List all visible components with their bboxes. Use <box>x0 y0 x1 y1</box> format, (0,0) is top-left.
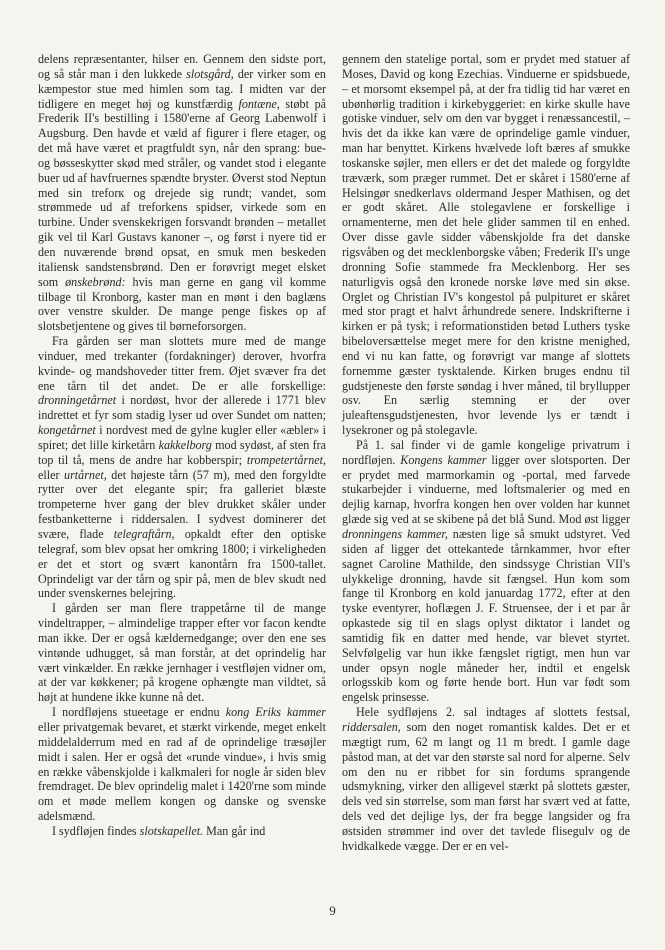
italic-term: kakkelborg <box>158 437 212 452</box>
text-run: støbt på Frederik II's bestilling i 1580'erne af Georg Labenwolf i Augsburg. Den havde et væld af figurer i flere etager, og det må have været et pragtfuldt syn, når den sprang: bue- og bøsseskytter skød med stråler, og vandet stod i elegante buer ud af havfruernes spændte bryster. Øverst stod Neptun med sin treforк og drejede sig rundt; vandet, som strømmede ud af treforkens spidser, virkede som en turbine. Under svenskekrigen forsvandt brønden – metallet gik vel til Karl Gustavs kanoner –, og først i nyere tid er den nuværende brønd opsat, en smuk men beskeden italiensk sandstensbrønd. Den er forøvrigt meget elsket som <box>38 96 327 289</box>
text-run: På 1. sal finder vi de gamle kongelige privatrum i nordfløjen. <box>342 437 630 467</box>
text-run: I nordfløjens stueetage er endnu <box>52 705 226 720</box>
text-run: næsten lige så smukt udstyret. Ved siden af ligger det ottekantede tårnkammer, hvor efter sagnet Caroline Mathilde, den sindssyge Christian VII's ulykkelige dronning, havde sit fængsel. Hun kom som fange til Kronborg en kold januardag 1772, efter at den tyske eventyrer, hoflægen J. F. Struensee, der i et par år opkastede sig til en slags oplyst diktator i landet og samtidig fik en datter med hende, var blevet styrtet. Selvfølgelig var hun ikke fængslet rigtigt, men hun var under opsyn nogle måneder her, indtil et engelsk orlogsskib kom og førte hende bort. Hun var født som engelsk prinsesse. <box>342 527 630 705</box>
text-run: gennem den statelige portal, som er prydet med statuer af Moses, David og kong Ezechias. Vinduerne er spidsbuede, – et morsomt eksempel på, at der fra tidlig tid har været en ubønhørlig tradition i kirkebyggeriet: en kirke skulle have gotiske vinduer, selv om den var bygget i renæssancestil, – hvis det da ikke kan være de oprindelige gamle vinduer, man har benyttet. Kirkens hvælvede loft bæres af smukke toskanske søjler, men ellers er det det malede og forgyldte træværk, som præger rummet. Det er skåret i 1580'erne af Helsingør snedkerlavs oldermand Jesper Mathisen, og det er godt skåret. Alle stolegavlene er forskellige i ornamenterne, men det hele glider sammen til en enhed. Over disse gavle sidder våbenskjolde fra det danske rigsvåben og det mecklenborgske våben; Frederik II's unge dronning Sofie stammede fra Mecklenborg. Her ses naturligvis også den kronede norske løve med sin økse. Orglet og Christian IV's kongestol på pulpituret er skåret med stor pragt et halvt århundrede senere. Indskrifterne i kirken er på tysk; i reformationstiden betød Luthers tyske bibeloversættelse meget mere for den kristne menighed, end vi nu kan fatte, og forøvrigt var mange af slottets fornemme gæster tysktalende. Kirken bruges endnu til gudstjeneste den første søndag i hver måned, til bryllupper osv. En særlig stemning er der over juleaftensgudstjenesten, hvor levende lys er tændt i lysekroner og på stolegavle. <box>342 52 630 438</box>
text-run: eller <box>38 467 65 482</box>
italic-term: trompetertårnet, <box>246 452 326 467</box>
paragraph <box>342 438 630 705</box>
italic-term: ønskebrønd: <box>65 274 126 289</box>
italic-term: kong Eriks kammer <box>225 705 326 720</box>
right-text-column <box>342 52 630 854</box>
text-run: mod sydøst, af sten fra top til tå, mens de andre har kobberspir; <box>38 437 326 467</box>
paragraph <box>38 601 326 705</box>
text-run: Man går ind <box>203 823 266 838</box>
italic-term: kongetårnet <box>38 423 96 438</box>
text-run: eller privatgemak bevaret, et stærkt virkende, meget enkelt middelalderrum med en rad af de oprindelige træsøjler midt i salen. Her er også det «runde vindue», i hvis smig en række våbenskjolde i kalkmaleri for nogle år siden blev fremdraget. De blev oprindelig malet i 1420'rne som minde om et møde mellem kongen og danske og svenske adelsmænd. <box>38 719 326 824</box>
text-run: det højeste tårn (57 m), med den forgyldte rytter over det elegante spir; fra galleriet blæste trompeterne hver gang der blev drukket skåler under festbanketterne i riddersalen. I sydvest dominerer det svære, flade <box>38 467 326 541</box>
page-number: 9 <box>329 903 336 918</box>
italic-term: riddersalen, <box>342 719 401 734</box>
text-run: I sydfløjen findes <box>52 823 140 838</box>
text-run: i nordvest med de gylne kugler eller «æbler» i spiret; det lille kirketårn <box>38 423 326 452</box>
text-run: hvis man gerne en gang vil komme tilbage til Kronborg, kaster man en mønt i den baglæns over venstre skulder. De mange penge fiskes op af slotsbetjentene og gives til børneforsorgen. <box>38 274 326 334</box>
text-run: Hele sydfløjens 2. sal indtages af slottets festsal, <box>356 705 630 720</box>
italic-term: slotskapellet. <box>139 823 204 838</box>
italic-term: Kongens kammer <box>400 452 487 467</box>
italic-term: urtårnet, <box>64 467 107 482</box>
paragraph <box>342 705 630 853</box>
text-run: I gården ser man flere trappetårne til de mange vindeltrapper, – almindelige trapper efter vor facon kendte man ikke. Der er også kældernedgange; over den ene ses vintønde udhugget, så man forstår, at det oprindelig har vært vinkælder. En række jernhager i vestfløjen vidner om, at der var køkkener; på krogene ophængte man vildtet, så højt at hundene ikke kunne nå det. <box>38 601 326 705</box>
text-run: Fra gården ser man slottets mure med de mange vinduer, med trekanter (fordakninger) derover, hvorfra kvinde- og mandshoveder titter frem. Øjet svæver fra det ene tårn til det andet. De er alle forskellige: <box>38 334 326 393</box>
text-run: delens repræsentanter, hilser en. Gennem den sidste port, og så står man i den lukkede <box>38 52 326 81</box>
italic-term: slotsgård, <box>186 66 234 81</box>
text-run: ligger over slotsporten. Der er prydet med marmorkamin og -portal, med farvede stukarbejder i vinduerne, med loftsmalerier og med en dejlig karnap, hvorfra kongen hen over volden har kunnet glæde sig ved at se skibene på det blå Sund. Mod øst ligger <box>342 452 630 527</box>
paragraph <box>38 824 326 839</box>
text-run: der virker som en kæmpestor stue med himlen som tag. I midten var der tidligere en meget høj og kunstfærdig <box>38 66 326 111</box>
paragraph <box>342 52 630 438</box>
paragraph <box>38 705 326 824</box>
italic-term: fontæne, <box>238 96 280 111</box>
italic-term: dronningens kammer, <box>342 527 448 541</box>
left-text-column <box>38 52 326 839</box>
text-run: i nordøst, hvor der allerede i 1771 blev indrettet et fyr som stadig lyser ud over Sundet om natten; <box>38 393 326 423</box>
text-run: opkaldt efter den optiske telegraf, som blev opsat her omkring 1800; i virkeligheden er det et stort og svært kanontårn fra 1500-tallet. Oprindeligt var der tårn og spir på, men de blev skudt ned under svenskernes belejring. <box>38 527 326 601</box>
paragraph <box>38 52 326 334</box>
paragraph <box>38 334 326 601</box>
text-run: som den noget romantisk kaldes. Det er et mægtigt rum, 62 m langt og 11 m bredt. I gamle dage påstod man, at det var den største sal nord for alperne. Selv om den nu er ribbet for sin fordums sprangende udsmykning, virker den alligevel stærkt på slottets gæster, dels ved sin størrelse, som man først har svært ved at fatte, dels ved det dejlige lys, der fra begge langsider og fra østsiden strømmer ind over det tavlede flisegulv og de hvidkalkede vægge. Der er en vel- <box>342 719 630 853</box>
italic-term: telegraftårn, <box>113 527 175 541</box>
italic-term: dronningetårnet <box>38 393 117 408</box>
